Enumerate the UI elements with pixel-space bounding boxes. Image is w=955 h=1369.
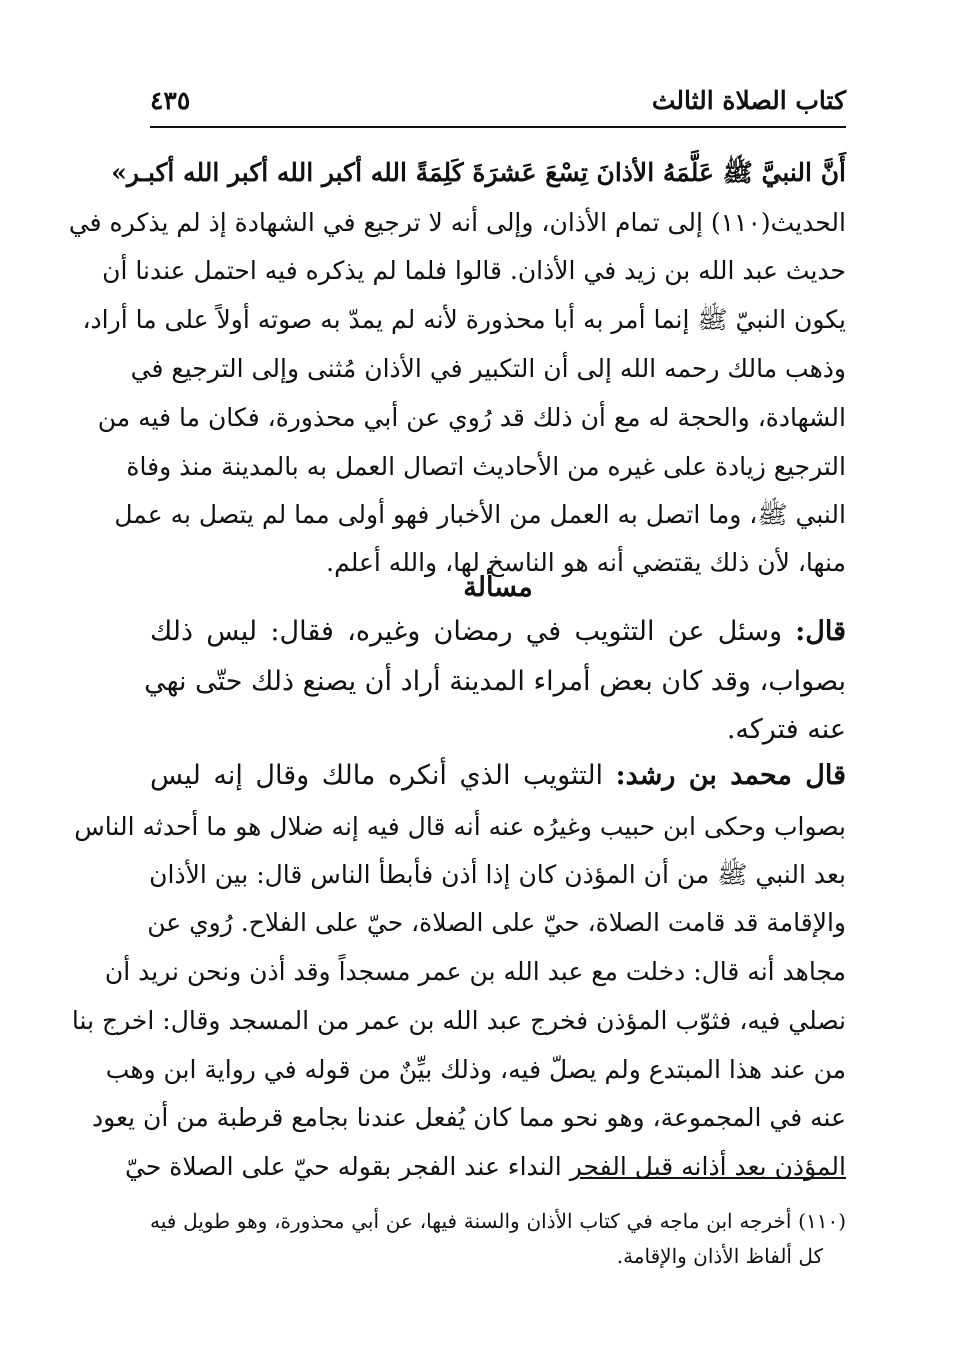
text-line xyxy=(150,616,846,648)
text-span: التثويب الذي أنكره مالك وقال إنه ليس xyxy=(150,760,616,791)
text-line: عنه فتركه. xyxy=(726,714,846,745)
text-line: منها، لأن ذلك يقتضي أنه هو الناسخ لها، والله أعلم. xyxy=(326,548,846,577)
section-heading: مسألة xyxy=(463,572,533,603)
text-line: وذهب مالك رحمه الله إلى أن التكبير في الأذان مُثنى وإلى الترجيع في xyxy=(130,354,846,383)
text-line: مجاهد أنه قال: دخلت مع عبد الله بن عمر مسجداً وقد أذن ونحن نريد أن xyxy=(104,957,846,986)
text-line: والإقامة قد قامت الصلاة، حيّ على الصلاة، حيّ على الفلاح. رُوي عن xyxy=(147,908,846,937)
text-line: المؤذن بعد أذانه قبل الفجر النداء عند الفجر بقوله حيّ على الصلاة حيّ xyxy=(125,1152,846,1181)
text-line: حديث عبد الله بن زيد في الأذان. قالوا فلما لم يذكره فيه احتمل عندنا أن xyxy=(102,256,846,285)
text-line: النبي ﷺ، وما اتصل به العمل من الأخبار فهو أولى مما لم يتصل به عمل xyxy=(114,500,846,529)
footnote-line: كل ألفاظ الأذان والإقامة. xyxy=(616,1244,823,1268)
text-line: الترجيع زيادة على غيره من الأحاديث اتصال العمل به بالمدينة منذ وفاة xyxy=(126,452,846,481)
text-line: من عند هذا المبتدع ولم يصلّ فيه، وذلك بيِّنٌ من قوله في رواية ابن وهب xyxy=(105,1055,846,1084)
header-divider xyxy=(150,126,846,128)
footnote-line xyxy=(150,1209,846,1233)
text-line: أَنَّ النبيَّ ﷺ عَلَّمَهُ الأذانَ تِسْعَ عَشرَةَ كَلِمَةً الله أكبر الله أكبر الله أكبـر» xyxy=(111,158,846,187)
speaker-label: قال: xyxy=(795,616,846,647)
text-line: الحديث(١١٠) إلى تمام الأذان، وإلى أنه لا ترجيع في الشهادة إذ لم يذكره في xyxy=(68,208,846,237)
text-span: وسئل عن التثويب في رمضان وغيره، فقال: ليس ذلك xyxy=(150,616,796,647)
text-line: بصواب وحكى ابن حبيب وغيرُه عنه أنه قال فيه إنه ضلال هو ما أحدثه الناس xyxy=(74,812,846,841)
text-line: نصلي فيه، فثوّب المؤذن فخرج عبد الله بن عمر من المسجد وقال: اخرج بنا xyxy=(71,1006,846,1035)
text-line xyxy=(150,760,846,792)
text-line: بعد النبي ﷺ من أن المؤذن كان إذا أذن فأبطأ الناس قال: بين الأذان xyxy=(149,860,846,889)
text-line: بصواب، وقد كان بعض أمراء المدينة أراد أن يصنع ذلك حتّى نهي xyxy=(144,666,846,697)
running-title: كتاب الصلاة الثالث xyxy=(651,86,846,115)
page-header xyxy=(150,82,846,124)
page-number: ٤٣٥ xyxy=(150,86,191,115)
text-line: يكون النبيّ ﷺ إنما أمر به أبا محذورة لأنه لم يمدّ به صوته أولاً على ما أراد، xyxy=(82,305,846,334)
speaker-label: قال محمد بن رشد: xyxy=(615,760,847,791)
footnote-marker: (١١٠) xyxy=(798,1209,846,1233)
text-line: الشهادة، والحجة له مع أن ذلك قد رُوي عن أبي محذورة، فكان ما فيه من xyxy=(97,403,846,432)
footnote-divider xyxy=(580,1177,846,1179)
text-line: عنه في المجموعة، وهو نحو مما كان يُفعل عندنا بجامع قرطبة من أن يعود xyxy=(92,1103,846,1132)
footnote-text: أخرجه ابن ماجه في كتاب الأذان والسنة فيها، عن أبي محذورة، وهو طويل فيه xyxy=(150,1209,799,1233)
